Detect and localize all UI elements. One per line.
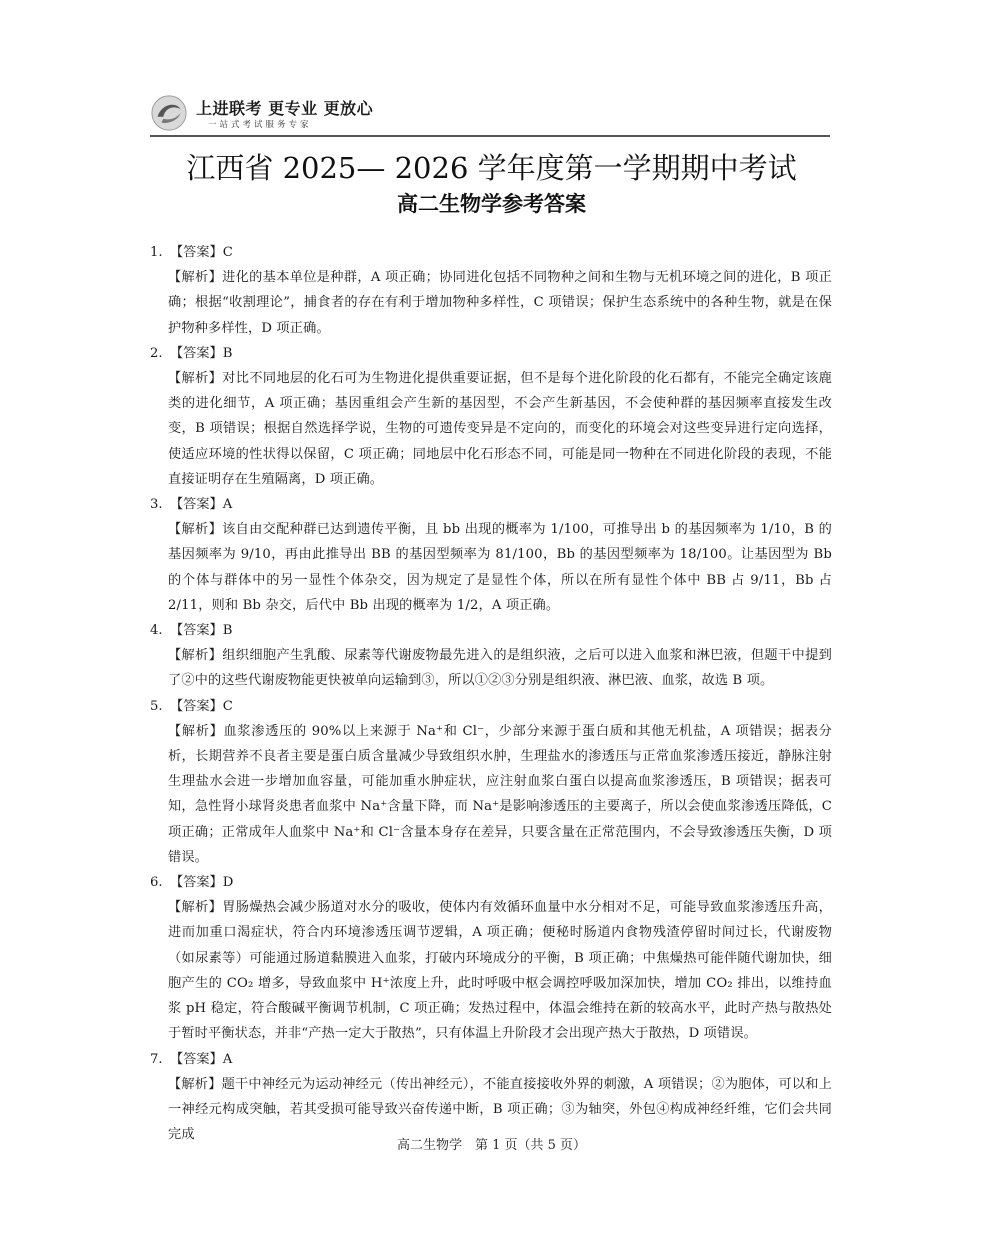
question-answer: 【答案】A — [170, 497, 233, 513]
question-header — [150, 618, 832, 643]
question-number: 4. — [150, 623, 163, 639]
question-header — [150, 694, 832, 719]
header-divider — [150, 135, 830, 137]
question-block-1 — [150, 240, 832, 341]
question-number: 1. — [150, 245, 163, 260]
question-analysis: 【解析】血浆渗透压的 90%以上来源于 Na⁺和 Cl⁻，少部分来源于蛋白质和其他无机盐，A 项错误；据表分析，长期营养不良者主要是蛋白质含量减少导致组织水肿，生理盐水的渗透压与正常血浆渗透压接近，静脉注射生理盐水会进一步增加血容量，可能加重水肿症状，应注射血浆白蛋白以提高血浆渗透压，B 项错误；据表可知，急性肾小球肾炎患者血浆中 Na⁺含量下降，而 Na⁺是影响渗透压的主要离子，所以会使血浆渗透压降低，C 项正确；正常成年人血浆中 Na⁺和 Cl⁻含量本身存在差异，只要含量在正常范围内，不会导致渗透压失衡，D 项错误。 — [168, 723, 832, 865]
question-analysis: 【解析】该自由交配种群已达到遗传平衡，且 bb 出现的概率为 1/100，可推导出 b 的基因频率为 1/10，B 的基因频率为 9/10，再由此推导出 BB 的基因型频率为 81/100，Bb 的基因型频率为 18/100。让基因型为 Bb 的个体与群体中的另一显性个体杂交，因为规定了是显性个体，所以在所有显性个体中 BB 占 9/11，Bb 占 2/11，则和 Bb 杂交，后代中 Bb 出现的概率为 1/2，A 项正确。 — [168, 522, 832, 613]
question-answer: 【答案】B — [170, 623, 233, 639]
question-header — [150, 341, 832, 366]
swirl-logo-icon — [150, 94, 188, 132]
question-block-2 — [150, 341, 832, 492]
exam-title: 江西省 2025— 2026 学年度第一学期期中考试 — [186, 151, 797, 185]
question-header — [150, 1047, 832, 1072]
question-number: 3. — [150, 497, 163, 513]
question-header — [150, 870, 832, 895]
brand-sub-slogan: 一站式考试服务专家 — [208, 120, 312, 130]
question-block-6 — [150, 870, 832, 1046]
question-block-5 — [150, 694, 832, 870]
brand-slogan: 上进联考 更专业 更放心 — [196, 99, 374, 118]
question-answer: 【答案】C — [170, 698, 233, 714]
question-answer: 【答案】D — [170, 875, 234, 891]
question-answer: 【答案】C — [170, 245, 233, 260]
answer-list — [150, 240, 832, 1147]
question-analysis: 【解析】题干中神经元为运动神经元（传出神经元），不能直接接收外界的刺激，A 项错误；②为胞体，可以和上一神经元构成突触，若其受损可能导致兴奋传递中断，B 项正确；③为轴突，外包④构成神经纤维，它们会共同完成 — [168, 1076, 832, 1143]
question-analysis: 【解析】组织细胞产生乳酸、尿素等代谢废物最先进入的是组织液，之后可以进入血浆和淋巴液，但题干中提到了②中的这些代谢废物能更快被单向运输到③，所以①②③分别是组织液、淋巴液、血浆，故选 B 项。 — [168, 648, 832, 689]
question-number: 7. — [150, 1051, 163, 1067]
question-block-4 — [150, 618, 832, 694]
question-analysis: 【解析】胃肠燥热会减少肠道对水分的吸收，使体内有效循环血量中水分相对不足，可能导致血浆渗透压升高，进而加重口渴症状，符合内环境渗透压调节逻辑，A 项正确；便秘时肠道内食物残渣停留时间过长，代谢废物（如尿素等）可能通过肠道黏膜进入血浆，打破内环境成分的平衡，B 项正确；中焦燥热可能伴随代谢加快，细胞产生的 CO₂ 增多，导致血浆中 H⁺浓度上升，此时呼吸中枢会调控呼吸加深加快，增加 CO₂ 排出，以维持血浆 pH 稳定，符合酸碱平衡调节机制，C 项正确；发热过程中，体温会维持在新的较高水平，此时产热与散热处于暂时平衡状态，并非“产热一定大于散热”，只有体温上升阶段才会出现产热大于散热，D 项错误。 — [168, 900, 832, 1042]
question-header — [150, 240, 832, 265]
question-number: 5. — [150, 698, 163, 714]
question-answer: 【答案】B — [170, 345, 233, 361]
question-block-7 — [150, 1047, 832, 1148]
question-analysis: 【解析】进化的基本单位是种群，A 项正确；协同进化包括不同物种之间和生物与无机环境之间的进化，B 项正确；根据“收割理论”，捕食者的存在有利于增加物种多样性，C 项错误；保护生态系统中的各种生物，就是在保护物种多样性，D 项正确。 — [168, 270, 832, 336]
question-number: 6. — [150, 875, 163, 891]
question-block-3 — [150, 492, 832, 618]
question-analysis: 【解析】对比不同地层的化石可为生物进化提供重要证据，但不是每个进化阶段的化石都有，不能完全确定该鹿类的进化细节，A 项正确；基因重组会产生新的基因型，不会产生新基因，不会使种群的基因频率直接发生改变，B 项错误；根据自然选择学说，生物的可遗传变异是不定向的，而变化的环境会对这些变异进行定向选择，使适应环境的性状得以保留，C 项正确；同地层中化石形态不同，可能是同一物种在不同进化阶段的表现，不能直接证明存在生殖隔离，D 项正确。 — [168, 371, 832, 487]
brand-logo — [150, 92, 470, 136]
question-answer: 【答案】A — [170, 1051, 233, 1067]
page-footer: 高二生物学 第 1 页（共 5 页） — [396, 1138, 587, 1153]
question-number: 2. — [150, 345, 163, 361]
exam-subtitle: 高二生物学参考答案 — [397, 192, 586, 216]
question-header — [150, 492, 832, 517]
